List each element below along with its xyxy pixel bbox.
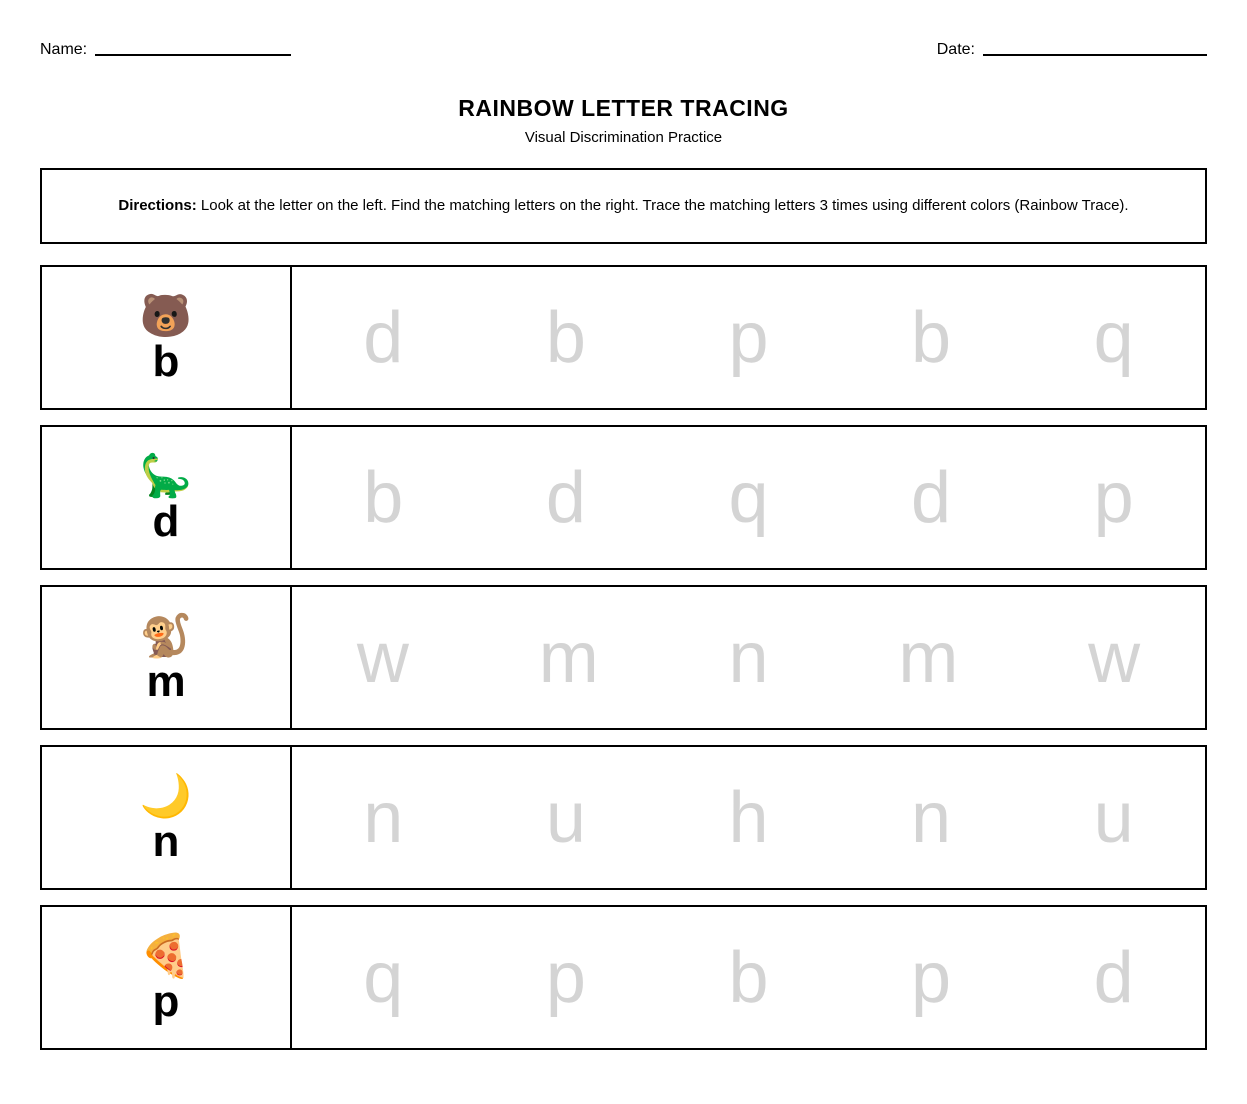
trace-letter-p[interactable]: p <box>728 297 769 378</box>
directions-label: Directions: <box>118 197 197 215</box>
target-letter: n <box>152 816 180 866</box>
trace-letter-p[interactable]: p <box>1093 457 1134 538</box>
trace-cell <box>292 907 1205 1048</box>
tracing-rows <box>40 265 1207 1050</box>
trace-letter-b[interactable]: b <box>728 937 769 1018</box>
bear-icon: 🐻 <box>139 291 193 339</box>
sauropod-icon: 🦕 <box>139 451 193 499</box>
page-subtitle: Visual Discrimination Practice <box>524 129 723 146</box>
trace-letter-m[interactable]: m <box>898 617 959 698</box>
tracing-row <box>40 265 1207 410</box>
trace-letter-b[interactable]: b <box>911 297 952 378</box>
monkey-icon: 🐒 <box>139 611 193 659</box>
page-title: RAINBOW LETTER TRACING <box>458 95 789 121</box>
date-field <box>937 40 1207 59</box>
trace-letter-d[interactable]: d <box>1093 937 1134 1018</box>
date-input-line[interactable] <box>983 42 1207 56</box>
directions-text: Directions: Look at the letter on the left. Find the matching letters on the right. Trace the matching letters 3 times using different colors (Rainbow Trace). <box>118 197 1129 215</box>
date-label: Date: <box>936 41 975 58</box>
directions-box <box>40 168 1207 244</box>
trace-letter-u[interactable]: u <box>1093 777 1134 858</box>
trace-cell <box>292 267 1205 408</box>
name-field <box>40 40 291 59</box>
trace-letter-h[interactable]: h <box>728 777 769 858</box>
tracing-row <box>40 905 1207 1050</box>
trace-letter-q[interactable]: q <box>363 937 404 1018</box>
target-letter: p <box>152 976 180 1026</box>
trace-letter-d[interactable]: d <box>911 457 952 538</box>
target-letter: b <box>152 336 180 386</box>
cue-cell <box>42 267 292 408</box>
pizza-icon: 🍕 <box>139 931 193 979</box>
trace-letter-p[interactable]: p <box>911 937 952 1018</box>
trace-letter-b[interactable]: b <box>363 457 404 538</box>
trace-letter-d[interactable]: d <box>545 457 586 538</box>
target-letter: m <box>146 656 186 706</box>
crescent-moon-icon: 🌙 <box>139 771 193 819</box>
tracing-row <box>40 585 1207 730</box>
trace-letter-u[interactable]: u <box>545 777 586 858</box>
trace-letter-q[interactable]: q <box>728 457 769 538</box>
trace-letter-n[interactable]: n <box>728 617 769 698</box>
cue-cell <box>42 747 292 888</box>
tracing-row <box>40 425 1207 570</box>
trace-letter-m[interactable]: m <box>538 617 599 698</box>
name-input-line[interactable] <box>95 42 291 56</box>
trace-letter-w[interactable]: w <box>356 617 409 698</box>
trace-letter-p[interactable]: p <box>545 937 586 1018</box>
trace-letter-q[interactable]: q <box>1093 297 1134 378</box>
header-fields <box>40 40 1207 59</box>
trace-cell <box>292 587 1205 728</box>
tracing-row <box>40 745 1207 890</box>
trace-letter-b[interactable]: b <box>545 297 586 378</box>
trace-letter-n[interactable]: n <box>911 777 952 858</box>
name-label: Name: <box>40 41 88 58</box>
cue-cell <box>42 427 292 568</box>
trace-letter-w[interactable]: w <box>1088 617 1141 698</box>
trace-cell <box>292 427 1205 568</box>
cue-cell <box>42 907 292 1048</box>
target-letter: d <box>152 496 180 546</box>
trace-letter-d[interactable]: d <box>363 297 404 378</box>
cue-cell <box>42 587 292 728</box>
trace-cell <box>292 747 1205 888</box>
trace-letter-n[interactable]: n <box>363 777 404 858</box>
